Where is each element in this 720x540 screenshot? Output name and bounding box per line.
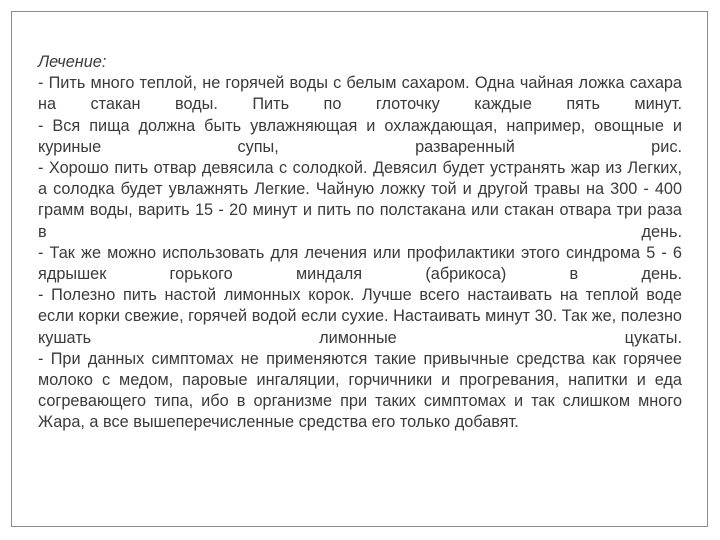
- heading: Лечение:: [38, 53, 107, 71]
- paragraph-lemon: - Полезно пить настой лимонных корок. Лучше всего настаивать на теплой воде если корки свежие, горячей водой если сухие. Настаивать минут 30. Так же, полезно кушать лимонные цукаты.: [38, 286, 682, 347]
- text-block: [38, 52, 682, 434]
- paragraph-herbal-decoction: - Хорошо пить отвар девясила с солодкой. Девясил будет устранять жар из Легких, а солодка будет увлажнять Легкие. Чайную ложку той и другой травы на 300 - 400 грамм воды, варить 15 - 20 минут и пить по полстакана или стакан отвара три раза в день.: [38, 159, 682, 241]
- paragraph-drink-water: - Пить много теплой, не горячей воды с белым сахаром. Одна чайная ложка сахара на стакан воды. Пить по глоточку каждые пять минут.: [38, 74, 682, 114]
- paragraph-food: - Вся пища должна быть увлажняющая и охлаждающая, например, овощные и куриные супы, разваренный рис.: [38, 116, 682, 156]
- paragraph-almond: - Так же можно использовать для лечения или профилактики этого синдрома 5 - 6 ядрышек горького миндаля (абрикоса) в день.: [38, 243, 682, 284]
- paragraph-contraindications: - При данных симптомах не применяются такие привычные средства как горячее молоко с медом, паровые ингаляции, горчичники и прогревания, напитки и еда согревающего типа, ибо в организме при таких симптомах и так слишком много Жара, а все вышеперечисленные средства его только добавят.: [38, 349, 682, 432]
